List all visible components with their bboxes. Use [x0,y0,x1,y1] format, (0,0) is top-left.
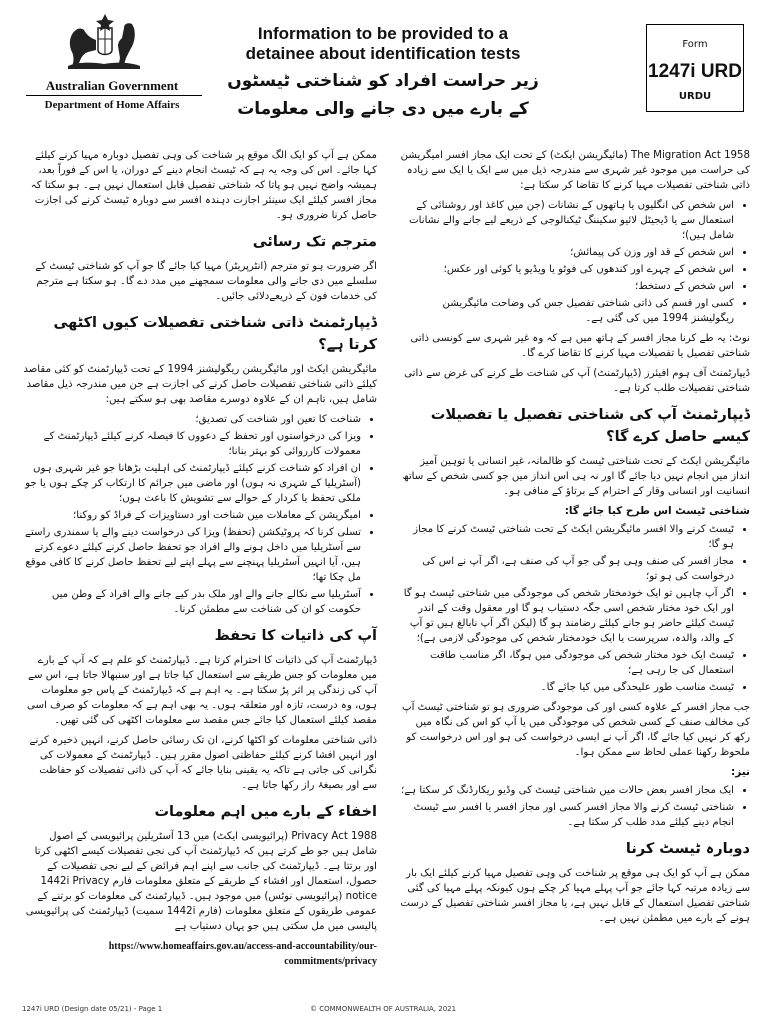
privacy-policy-link[interactable]: https://www.homeaffairs.gov.au/access-and-accountability/our-commitments/privacy [108,941,377,967]
heading-disclosure: اخفاء کے بارے میں اہم معلومات [154,804,377,820]
heading-repeat-testing: دوبارہ ٹیسٹ کرنا [625,841,750,857]
list-item: • ان افراد کو شناخت کرنے کیلئے ڈیپارٹمنٹ کی اہلیت بڑھانا جو غیر شہری ہوں (آسٹریلیا کے شہری نہ ہوں) اور ماضی میں جرائم کا ارتکاب کر چکے ہوں یا جو ملکی تحفظ یا کردار کے حوالے سے تشویش کا باعث ہوں؛ [22,461,361,506]
heading-how-collected: ڈیپارٹمنٹ آپ کی شناختی تفصیل یا تفصیلات کیسے حاصل کرے گا؟ [430,407,750,445]
note-paragraph: نوٹ: یہ طے کرنا مجاز افسر کے ہاتھ میں ہے کہ وہ غیر شہری سے کونسی ذاتی شناختی تفصیل یا تفصیلات مہیا کرنے کا تقاضا کرے گا۔ [410,333,750,359]
list-item: • کسی اور قسم کی ذاتی شناختی تفصیل جس کی وضاحت مائیگریشن ریگولیشنز 1994 میں کی گئی ہے۔ [400,296,734,326]
list-item: • شناختی ٹیسٹ کرنے والا مجاز افسر کسی اور مجاز افسر یا افسر سے ٹیسٹ انجام دینے کیلئے مدد طلب کر سکتا ہے۔ [400,800,734,830]
identifier-list [400,198,750,326]
title-english: Information to be provided to a detainee about identification tests [245,24,521,63]
purpose-list [22,412,377,617]
heading-privacy: آپ کی ذاتیات کا تحفظ [214,628,377,644]
why-paragraph: مائیگریشن ایکٹ اور مائیگریشن ریگولیشنز 1994 کے تحت ڈیپارٹمنٹ کو کئی مقاصد کیلئے ذاتی شناختی تفصیلات حاصل کرنے کی اجازت ہے جن میں مندرجہ ذیل مقاصد شامل ہیں، تاہم ان کے علاوہ دوسرے مقاصد بھی ہو سکتے ہیں: [23,364,377,405]
title-urdu: زیر حراست افراد کو شناختی ٹیسٹوں کے بارے میں دی جانے والی معلومات [227,71,539,119]
form-language: URDU [678,91,712,102]
list-item: • اگر آپ چاہیں تو ایک خودمختار شخص کی موجودگی میں شناختی ٹیسٹ ہو گا اور ایک خود مختار شخص اسی جگہ دستیاب ہو گا اور معقول وقت کے اندر ٹیسٹ کیلئے حاضر ہو جانے کیلئے رضامند ہو گا (لیکن اگر آپ نابالغ ہیں تو آپ کے والد، والدہ، سرپرست یا ایک خودمختار شخص کی موجودگی لازمی ہے)؛ [400,586,734,646]
privacy-paragraph-1: ڈیپارٹمنٹ آپ کی ذاتیات کا احترام کرتا ہے۔ ڈیپارٹمنٹ کو علم ہے کہ آپ کے بارے میں معلومات کو جس طریقے سے استعمال کیا جاتا ہے اور سنبھالا جاتا ہے، اس سے آپ کی زندگی پر اثر پڑ سکتا ہے۔ یہ اہم ہے کہ ڈیپارٹمنٹ کے پاس جو معلومات ہوں، وہ درست، تازہ اور متعلقہ ہوں۔ یہ بھی اہم ہے کہ معلومات کو صرف اسی مقصد کیلئے استعمال کیا جائے جس مقصد سے معلومات اکٹھی کی گئی تھیں۔ [27,655,377,726]
interpreter-paragraph: اگر ضرورت ہو تو مترجم (انٹرپریٹر) مہیا کیا جائے گا جو آپ کو شناختی ٹیسٹ کے سلسلے میں دی جانے والی معلومات سمجھنے میں مدد دے گا۔ ہو سکتا ہے مترجم کی خدمات فون کے ذریعےدلائی جائیں۔ [35,261,377,302]
repeat-continued-paragraph: ممکن ہے آپ کو ایک الگ موقع پر شناخت کی وہی تفصیل دوبارہ مہیا کرنے کیلئے کہا جائے۔ اس کی وجہ یہ ہے کہ ٹیسٹ انجام دینے کے دوران، یا اس کے فوراً بعد، ہمیشہ واضح نہیں ہو پاتا کہ شناختی تفصیل قابل استعمال نہیں ہے۔ ہو سکتا کہ مجاز افسر کیلئے ایک سینئر اجازت دہندہ افسر سے دوبارہ ٹیسٹ کرنے کی اجازت حاصل کرنا ضروری ہو۔ [30,150,377,221]
coat-of-arms-icon [58,10,150,72]
list-item: • اس شخص کی انگلیوں یا ہاتھوں کے نشانات (جن میں کاغذ اور روشنائی کے استعمال سے یا ڈیجیٹل لائیو سکیننگ ٹیکنالوجی کے ذریعے لیے جانے والے نشانات شامل ہیں)؛ [400,198,734,243]
list-item: • ویزا کی درخواستوں اور تحفظ کے دعووں کا فیصلہ کرنے کیلئے ڈیپارٹمنٹ کے معمولات کارروائی کو بہتر بنانا؛ [22,429,361,459]
list-item: • ٹیسٹ ایک خود مختار شخص کی موجودگی میں ہوگا، اگر مناسب طاقت استعمال کی جا رہی ہے؛ [400,648,734,678]
list-item: • اس شخص کے دستخط؛ [400,279,734,294]
list-item: • ٹیسٹ کرنے والا افسر مائیگریشن ایکٹ کے تحت شناختی ٹیسٹ کرنے کا مجاز ہو گا؛ [400,522,734,552]
intro-paragraph: The Migration Act 1958 (مائیگریشن ایکٹ) کے تحت ایک مجاز افسر امیگریشن کی حراست میں موجود غیر شہری سے مندرجہ ذیل میں سے ایک یا ایک سے زیادہ ذاتی شناختی تفصیلات مہیا کرنے کا تقاضا کر سکتا ہے: [400,150,750,191]
department-name: Department of Home Affairs [44,99,180,111]
list-item: • مجاز افسر کی صنف وہی ہو گی جو آپ کی صنف ہے، اگر آپ نے اس کی درخواست کی ہو تو؛ [400,554,734,584]
list-item: • تسلی کرنا کہ پروٹیکشن (تحفظ) ویزا کی درخواست دینے والے یا سمندری راستے سے آسٹریلیا میں داخل ہونے والے افراد جو تحفظ حاصل کرنے کیلئے دعوے کرتے ہیں، آیا انہیں آسٹریلیا پہنچنے سے پہلے اپنے لیے تحفظ حاصل کرنے کا کافی موقع مل چکا تھا؛ [22,525,361,585]
collect-paragraph: مائیگریشن ایکٹ کے تحت شناختی ٹیسٹ کو ظالمانہ، غیر انسانی یا توہین آمیز انداز میں انجام نہیں دیا جائے گا اور نہ ہی اس انداز میں جو کسی شخص کے ساتھ انسانیت اور انسانی وقار کے احترام کے برتاؤ کے منافی ہو۔ [402,456,750,497]
privacy-paragraph-2: ذاتی شناختی معلومات کو اکٹھا کرنے، ان تک رسائی حاصل کرنے، انہیں ذخیرہ کرنے اور انہیں افشا کرنے کیلئے حفاظتی اصول مقرر ہیں۔ ڈیپارٹمنٹ کے معمولات کی نگرانی کی جاتی ہے تاکہ یہ یقینی بنایا جائے کہ آپ کی ذاتی تفصیلات کو حفاظت سے اور بصیغۂ راز رکھا جاتا ہے۔ [29,735,377,791]
department-paragraph: ڈیپارٹمنٹ آف ہوم افیئرز (ڈیپارٹمنٹ) آپ کی شناخت طے کرنے کی غرض سے ذاتی شناختی تفصیلات طلب کرتا ہے۔ [404,368,750,394]
presence-paragraph: جب مجاز افسر کے علاوہ کسی اور کی موجودگی ضروری ہو تو شناختی ٹیسٹ آپ کی مخالف صنف کے کسی شخص کی موجودگی میں یا آپ کو اس کی نگاہ میں رکھ کر نہیں کیا جائے گا، اگر آپ نے ایسی درخواست کی ہو اور اس درخواست کو ملحوظ رکھنا عملی لحاظ سے ممکن ہوا۔ [402,702,750,758]
form-number-box [646,24,744,112]
header-divider [26,95,202,96]
list-item: • آسٹریلیا سے نکالے جانے والے اور ملک بدر کیے جانے والے افراد کے وطن میں حکومت کو ان کی شناخت سے مطمئن کرنا۔ [22,587,361,617]
heading-test-procedure: شناختی ٹیسٹ اس طرح کیا جائے گا: [564,505,750,517]
government-name: Australian Government [45,78,179,93]
page-header [0,0,770,140]
right-column [400,148,750,931]
heading-interpreter: مترجم تک رسائی [252,234,377,250]
also-list [400,783,750,830]
list-item: • ٹیسٹ مناسب طور علیحدگی میں کیا جائے گا۔ [400,680,734,695]
repeat-paragraph: ممکن ہے آپ کو ایک ہی موقع پر شناخت کی وہی تفصیل مہیا کرنے کیلئے ایک بار سے زیادہ مرتبہ کہا جائے جو آپ پہلے مہیا کر چکے ہوں کیونکہ پہلے مہیا کی گئی شناختی تفصیل استعمال کے قابل نہیں ہے، یا مجاز افسر شناختی تفصیل کے درست ہونے کے بارے میں مطمئن نہیں ہے۔ [400,868,750,924]
form-number: 1247i URD [648,61,742,82]
list-item: • امیگریشن کے معاملات میں شناخت اور دستاویزات کے فراڈ کو روکنا؛ [22,508,361,523]
heading-also: نیز: [731,766,750,778]
footer-copyright: © COMMONWEALTH OF AUSTRALIA, 2021 [310,1005,457,1013]
list-item: • شناخت کا تعین اور شناخت کی تصدیق؛ [22,412,361,427]
disclosure-paragraph: Privacy Act 1988 (پرائیویسی ایکٹ) میں 13 آسٹریلین پرائیویسی کے اصول شامل ہیں جو طے کرتے ہیں کہ ڈیپارٹمنٹ آپ کی نجی تفصیلات کیسے اکٹھی کرتا اور برتتا ہے۔ ڈیپارٹمنٹ کی جانب سے اپنے اہم فرائض کے لیے نجی تفصیلات کے حصول، استعمال اور افشاء کے طریقے کے متعلق معلومات فارم 1442i Privacy notice (پرائیویسی نوٹس) میں موجود ہیں۔ ڈیپارٹمنٹ کی معلومات کو برتنے کے عمومی طریقوں کے متعلق معلومات (فارم 1442i سمیت) ڈیپارٹمنٹ کی پرائیویسی پالیسی میں مل سکتی ہیں جو یہاں دستیاب ہے [25,831,377,932]
footer-form-info: 1247i URD (Design date 05/21) - Page 1 [22,1005,163,1013]
list-item: • اس شخص کے قد اور وزن کی پیمائش؛ [400,245,734,260]
left-column [22,148,377,969]
list-item: • اس شخص کے چہرے اور کندھوں کی فوٹو یا ویڈیو یا کوئی اور عکس؛ [400,262,734,277]
list-item: • ایک مجاز افسر بعض حالات میں شناختی ٹیسٹ کی وڈیو ریکارڈنگ کر سکتا ہے؛ [400,783,734,798]
procedure-list [400,522,750,695]
form-label: Form [682,39,708,50]
heading-why-collect: ڈیپارٹمنٹ ذاتی شناختی تفصیلات کیوں اکٹھی کرتا ہے؟ [53,315,377,353]
